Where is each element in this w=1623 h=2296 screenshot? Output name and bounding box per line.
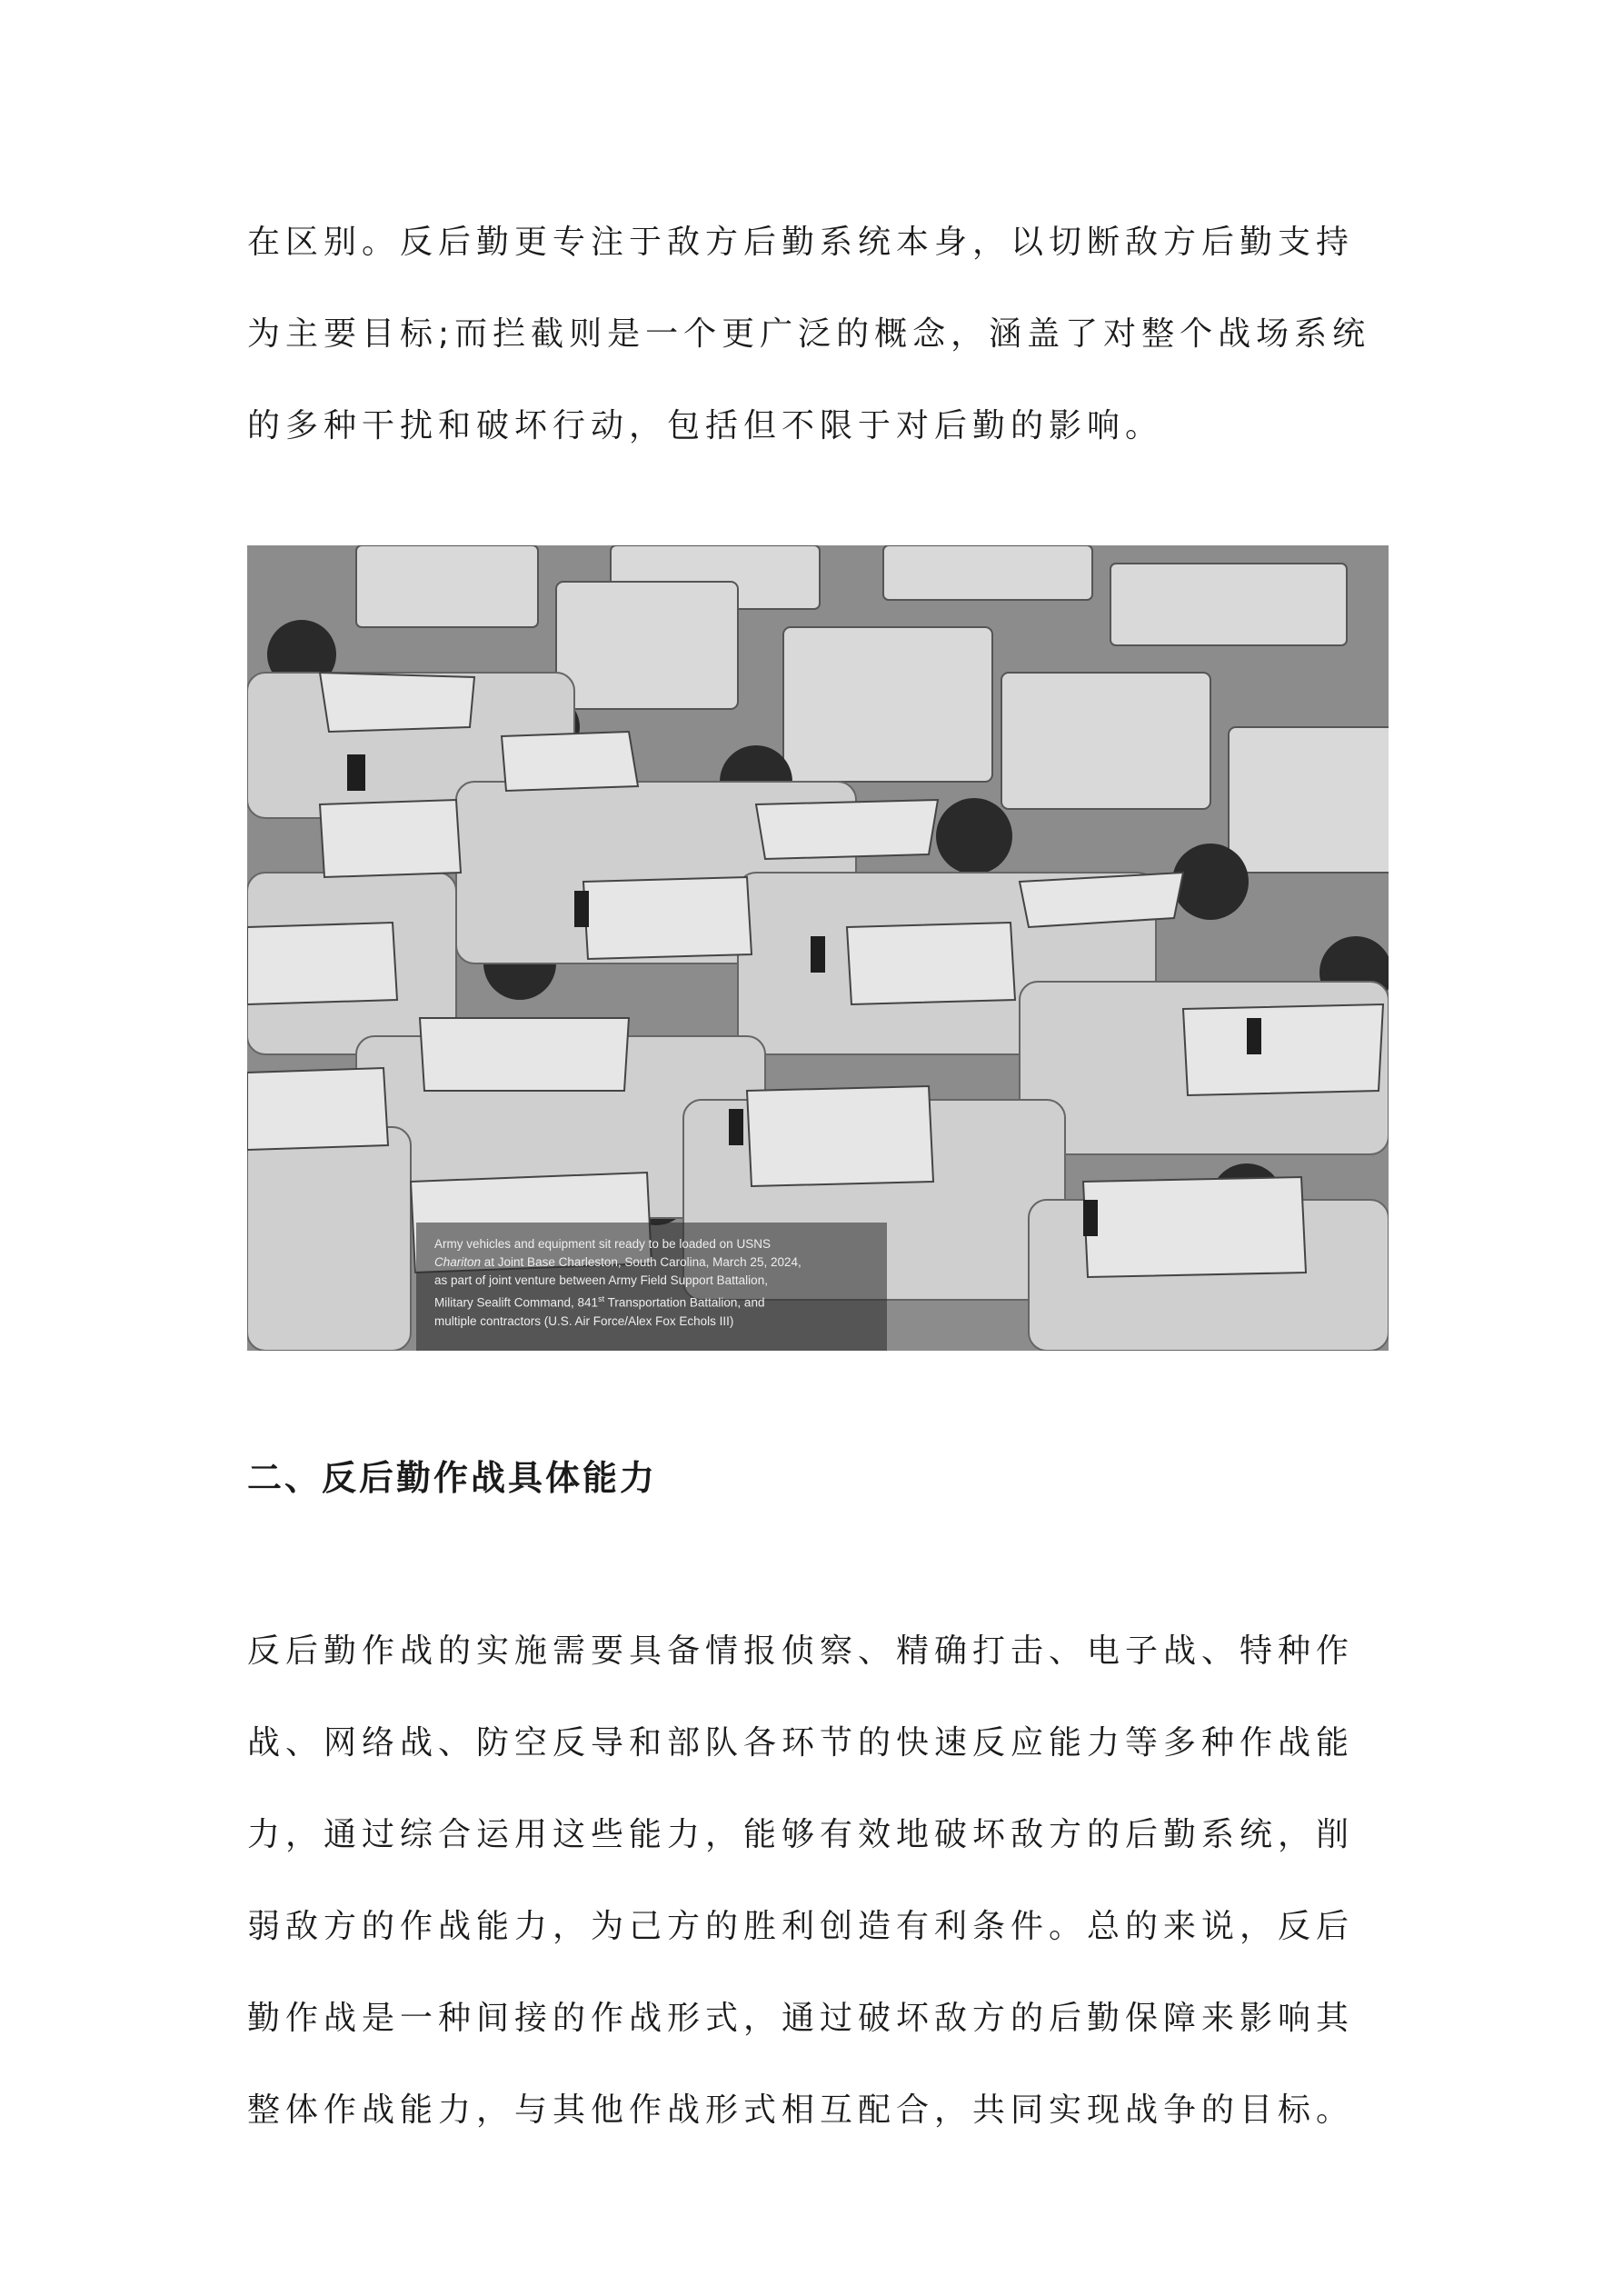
paragraph-line: 力，通过综合运用这些能力，能够有效地破坏敌方的后勤系统，削 — [247, 1816, 1355, 1853]
caption-line — [434, 1253, 872, 1272]
paragraph-line: 的多种干扰和破坏行动，包括但不限于对后勤的影响。 — [247, 407, 1164, 444]
paragraph-capabilities — [247, 1605, 1392, 2156]
paragraph-line: 勤作战是一种间接的作战形式，通过破坏敌方的后勤保障来影响其 — [247, 2000, 1355, 2037]
caption-line — [434, 1290, 872, 1313]
paragraph-intro — [247, 196, 1392, 472]
caption-line: Army vehicles and equipment sit ready to be loaded on USNS — [434, 1237, 771, 1251]
caption-text: Military Sealift Command, 841 — [434, 1295, 599, 1310]
caption-line: multiple contractors (U.S. Air Force/Alex Fox Echols III) — [434, 1313, 734, 1328]
photo-caption — [416, 1223, 887, 1351]
caption-line: as part of joint venture between Army Field Support Battalion, — [434, 1273, 768, 1287]
caption-text: Transportation Battalion, and — [604, 1295, 765, 1310]
caption-text: at Joint Base Charleston, South Carolina, March 25, 2024, — [481, 1255, 802, 1269]
ordinal-suffix: st — [598, 1294, 605, 1303]
paragraph-line: 在区别。反后勤更专注于敌方后勤系统本身，以切断敌方后勤支持 — [247, 224, 1355, 261]
ship-name: Chariton — [434, 1255, 482, 1269]
paragraph-line: 反后勤作战的实施需要具备情报侦察、精确打击、电子战、特种作 — [247, 1632, 1355, 1670]
paragraph-line: 战、网络战、防空反导和部队各环节的快速反应能力等多种作战能 — [247, 1724, 1355, 1762]
paragraph-line: 弱敌方的作战能力，为己方的胜利创造有利条件。总的来说，反后 — [247, 1908, 1355, 1945]
paragraph-line: 为主要目标;而拦截则是一个更广泛的概念，涵盖了对整个战场系统 — [247, 315, 1371, 353]
paragraph-line: 整体作战能力，与其他作战形式相互配合，共同实现战争的目标。 — [247, 2091, 1355, 2129]
section-heading: 二、反后勤作战具体能力 — [247, 1458, 658, 1498]
vehicles-photo — [247, 545, 1389, 1351]
